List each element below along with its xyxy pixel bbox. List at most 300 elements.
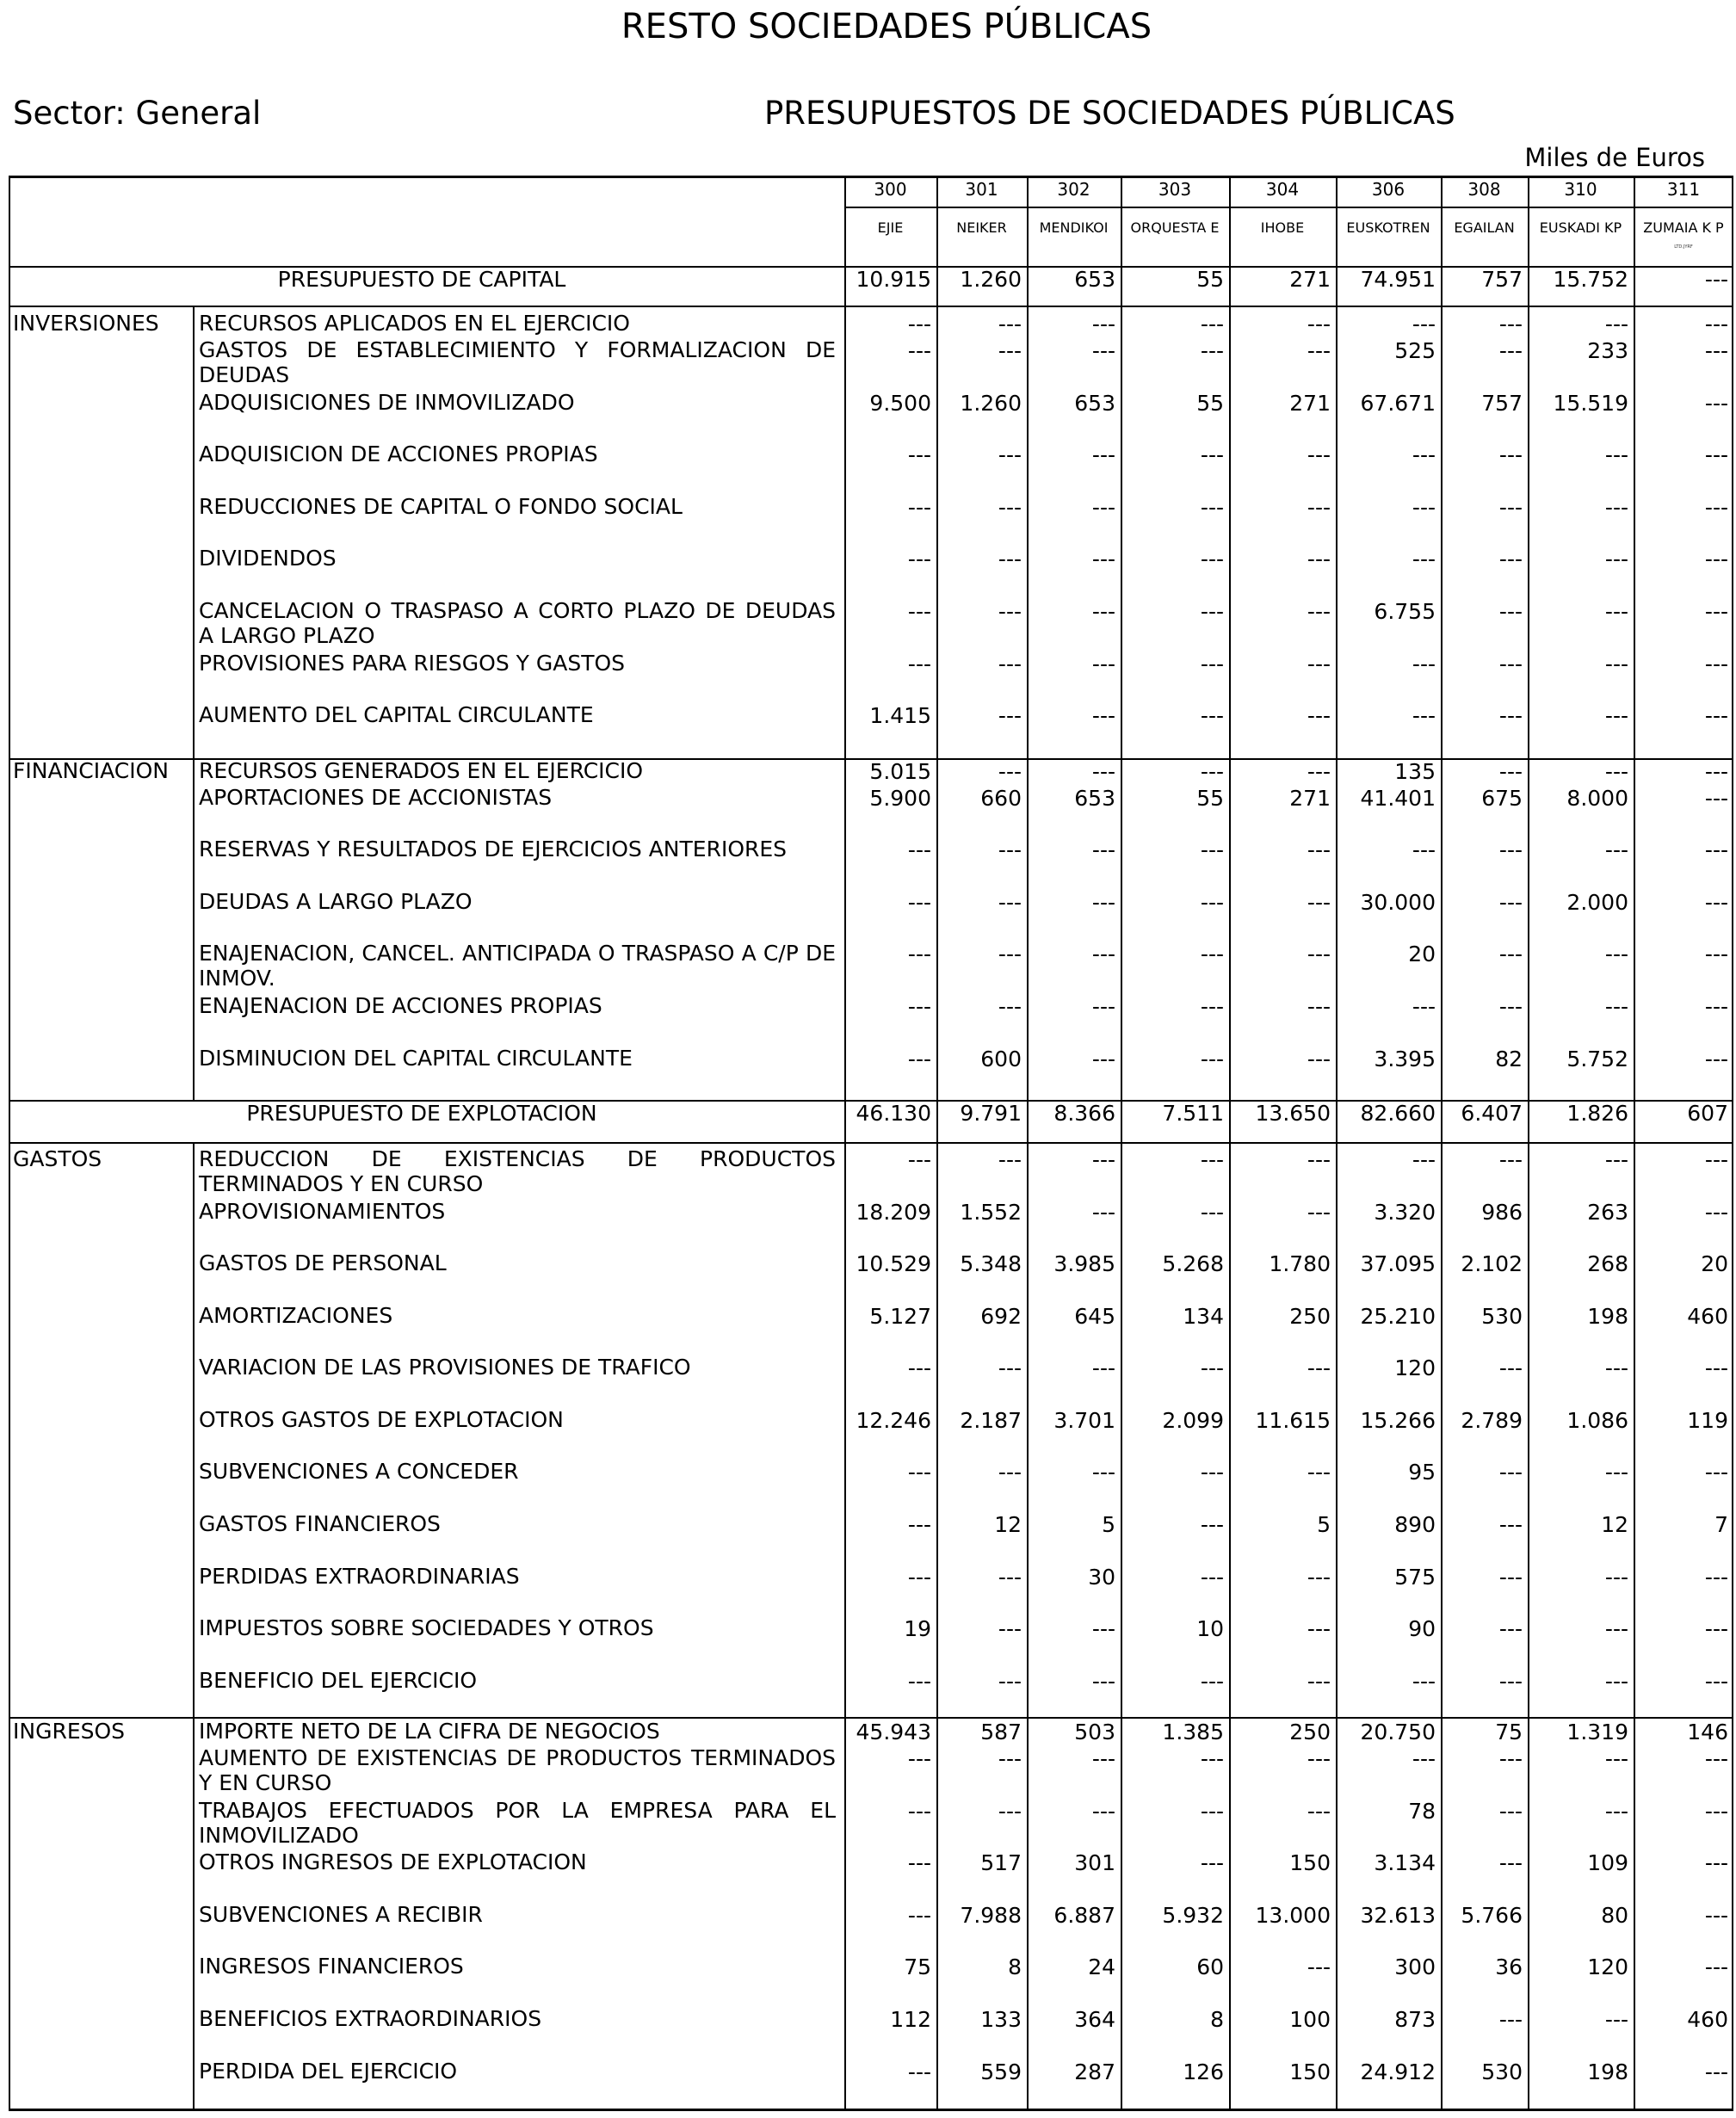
row-value: 9.500 — [869, 391, 931, 416]
row-value: 41.401 — [1360, 786, 1436, 811]
column-code: 310 — [1564, 179, 1597, 200]
row-value: 12.246 — [856, 1408, 931, 1433]
row-value: --- — [1200, 1047, 1224, 1071]
row-value: 2.187 — [960, 1408, 1022, 1433]
row-value: 660 — [980, 786, 1022, 811]
row-value: 1.086 — [1566, 1408, 1628, 1433]
row-value: --- — [1307, 312, 1331, 337]
row-label: GASTOS DE ESTABLECIMIENTO Y FORMALIZACION DE DEUDAS — [199, 337, 836, 387]
row-value: --- — [907, 1746, 931, 1771]
row-label: DEUDAS A LARGO PLAZO — [199, 889, 473, 914]
row-value: --- — [1704, 786, 1728, 811]
row-value: 2.000 — [1566, 890, 1628, 915]
row-value: --- — [1704, 1147, 1728, 1172]
page-title: RESTO SOCIEDADES PÚBLICAS — [621, 7, 1152, 46]
row-value: 559 — [980, 2059, 1022, 2084]
row-value: --- — [1091, 1460, 1115, 1485]
row-value: 109 — [1587, 1850, 1628, 1875]
row-value: 7.988 — [960, 1903, 1022, 1928]
row-value: 300 — [1394, 1954, 1436, 1979]
section-label: FINANCIACION — [13, 758, 169, 783]
row-value: --- — [1091, 1200, 1115, 1225]
row-value: --- — [1704, 1460, 1728, 1485]
row-value: --- — [907, 1850, 931, 1875]
row-value: 20 — [1408, 942, 1436, 966]
row-value: 587 — [980, 1720, 1022, 1744]
row-value: --- — [1704, 1355, 1728, 1380]
row-value: --- — [1704, 759, 1728, 784]
row-value: --- — [907, 994, 931, 1019]
explotacion-total-value: 82.660 — [1360, 1101, 1436, 1126]
row-label: PERDIDA DEL EJERCICIO — [199, 2059, 458, 2084]
row-value: --- — [1604, 1147, 1628, 1172]
row-value: --- — [1498, 1565, 1523, 1590]
row-value: 5.752 — [1566, 1047, 1628, 1071]
row-value: --- — [1498, 2007, 1523, 2032]
grid-rule-h — [9, 306, 1733, 307]
row-value: 82 — [1495, 1047, 1523, 1071]
row-label: ADQUISICIONES DE INMOVILIZADO — [199, 390, 575, 415]
row-value: --- — [1091, 1147, 1115, 1172]
row-value: --- — [998, 599, 1022, 624]
row-value: 5.766 — [1461, 1903, 1523, 1928]
row-value: --- — [907, 599, 931, 624]
row-value: --- — [1307, 651, 1331, 676]
row-label: IMPORTE NETO DE LA CIFRA DE NEGOCIOS — [199, 1719, 660, 1744]
row-value: --- — [1498, 312, 1523, 337]
row-label: CANCELACION O TRASPASO A CORTO PLAZO DE DEUDAS A LARGO PLAZO — [199, 598, 836, 648]
row-value: --- — [907, 651, 931, 676]
row-value: 6.755 — [1374, 599, 1436, 624]
row-value: --- — [1704, 338, 1728, 363]
row-value: 75 — [1495, 1720, 1523, 1744]
row-value: --- — [1704, 1047, 1728, 1071]
row-value: 8.000 — [1566, 786, 1628, 811]
row-value: 503 — [1074, 1720, 1115, 1744]
row-label: VARIACION DE LAS PROVISIONES DE TRAFICO — [199, 1355, 691, 1380]
row-value: --- — [1704, 1200, 1728, 1225]
row-value: 15.519 — [1553, 391, 1628, 416]
row-value: --- — [1412, 1147, 1436, 1172]
row-value: --- — [1307, 1047, 1331, 1071]
row-value: --- — [1200, 890, 1224, 915]
row-value: --- — [1498, 442, 1523, 467]
row-value: 653 — [1074, 786, 1115, 811]
row-value: --- — [1604, 1616, 1628, 1641]
row-value: --- — [1307, 994, 1331, 1019]
row-value: 15.266 — [1360, 1408, 1436, 1433]
row-value: 150 — [1289, 1850, 1331, 1875]
row-value: 12 — [1601, 1512, 1628, 1537]
row-value: 271 — [1289, 391, 1331, 416]
row-value: 150 — [1289, 2059, 1331, 2084]
row-value: --- — [1604, 651, 1628, 676]
row-value: 120 — [1394, 1355, 1436, 1380]
row-label: APORTACIONES DE ACCIONISTAS — [199, 785, 553, 810]
row-value: 134 — [1183, 1304, 1224, 1329]
row-value: 11.615 — [1255, 1408, 1331, 1433]
capital-total-value: --- — [1704, 267, 1728, 292]
row-value: 78 — [1408, 1799, 1436, 1824]
row-value: 460 — [1687, 1304, 1728, 1329]
row-value: --- — [1498, 1616, 1523, 1641]
row-value: 645 — [1074, 1304, 1115, 1329]
row-value: --- — [1704, 391, 1728, 416]
row-value: --- — [1307, 837, 1331, 862]
row-value: --- — [1704, 1954, 1728, 1979]
row-value: 133 — [980, 2007, 1022, 2032]
column-name: NEIKER — [956, 219, 1007, 236]
row-value: --- — [998, 703, 1022, 728]
row-label: RESERVAS Y RESULTADOS DE EJERCICIOS ANTERIORES — [199, 837, 788, 861]
row-label: BENEFICIO DEL EJERCICIO — [199, 1668, 477, 1693]
explotacion-total-value: 9.791 — [960, 1101, 1022, 1126]
row-value: --- — [998, 1799, 1022, 1824]
row-label: ADQUISICION DE ACCIONES PROPIAS — [199, 442, 598, 466]
row-value: 32.613 — [1360, 1903, 1436, 1928]
row-value: --- — [998, 1746, 1022, 1771]
row-value: 3.985 — [1053, 1251, 1115, 1276]
row-value: --- — [1604, 759, 1628, 784]
row-value: --- — [1091, 338, 1115, 363]
row-label: BENEFICIOS EXTRAORDINARIOS — [199, 2006, 542, 2031]
row-value: --- — [1604, 1355, 1628, 1380]
row-value: --- — [998, 1147, 1022, 1172]
row-value: --- — [998, 312, 1022, 337]
column-code: 301 — [965, 179, 998, 200]
row-value: --- — [1498, 942, 1523, 966]
row-value: --- — [907, 1460, 931, 1485]
row-value: 675 — [1481, 786, 1523, 811]
column-code: 303 — [1158, 179, 1192, 200]
row-value: --- — [907, 1512, 931, 1537]
row-value: --- — [1200, 1460, 1224, 1485]
row-value: --- — [1704, 837, 1728, 862]
explotacion-total-value: 46.130 — [856, 1101, 931, 1126]
row-value: 575 — [1394, 1565, 1436, 1590]
row-value: --- — [907, 442, 931, 467]
row-value: --- — [1704, 495, 1728, 520]
row-value: --- — [1704, 942, 1728, 966]
row-label: DISMINUCION DEL CAPITAL CIRCULANTE — [199, 1046, 633, 1071]
row-value: --- — [1704, 442, 1728, 467]
row-value: --- — [998, 651, 1022, 676]
row-value: 530 — [1481, 2059, 1523, 2084]
row-label: ENAJENACION, CANCEL. ANTICIPADA O TRASPASO A C/P DE INMOV. — [199, 941, 836, 991]
column-code: 300 — [874, 179, 907, 200]
row-value: --- — [1307, 599, 1331, 624]
row-value: 80 — [1601, 1903, 1628, 1928]
capital-total-label: PRESUPUESTO DE CAPITAL — [277, 267, 566, 292]
row-value: --- — [1307, 1799, 1331, 1824]
row-value: --- — [1200, 599, 1224, 624]
row-label: APROVISIONAMIENTOS — [199, 1199, 446, 1224]
row-value: 24.912 — [1360, 2059, 1436, 2084]
row-value: --- — [1200, 1669, 1224, 1694]
row-value: --- — [1200, 1512, 1224, 1537]
row-value: 90 — [1408, 1616, 1436, 1641]
row-value: --- — [907, 890, 931, 915]
row-value: --- — [1412, 546, 1436, 571]
grid-rule-h — [9, 1142, 1733, 1144]
row-value: 1.780 — [1269, 1251, 1331, 1276]
row-value: --- — [1704, 1616, 1728, 1641]
row-value: --- — [907, 312, 931, 337]
row-value: 5 — [1102, 1512, 1115, 1537]
row-value: 119 — [1687, 1408, 1728, 1433]
section-label: INGRESOS — [13, 1719, 126, 1744]
row-value: 18.209 — [856, 1200, 931, 1225]
row-label: REDUCCIONES DE CAPITAL O FONDO SOCIAL — [199, 494, 683, 519]
row-value: --- — [1704, 1850, 1728, 1875]
row-value: 263 — [1587, 1200, 1628, 1225]
row-value: --- — [1307, 1565, 1331, 1590]
column-name: ZUMAIA K P — [1643, 219, 1724, 236]
explotacion-total-value: 13.650 — [1255, 1101, 1331, 1126]
explotacion-total-value: 8.366 — [1053, 1101, 1115, 1126]
row-value: --- — [1091, 546, 1115, 571]
row-label: PROVISIONES PARA RIESGOS Y GASTOS — [199, 651, 626, 676]
row-value: 60 — [1196, 1954, 1224, 1979]
column-subnote: LTD.JYRF — [1674, 244, 1693, 250]
row-value: --- — [1091, 703, 1115, 728]
row-value: --- — [1604, 312, 1628, 337]
row-value: --- — [998, 1355, 1022, 1380]
row-value: --- — [1307, 890, 1331, 915]
row-value: 112 — [890, 2007, 931, 2032]
row-value: --- — [1200, 546, 1224, 571]
row-value: --- — [1498, 1850, 1523, 1875]
row-value: --- — [1704, 312, 1728, 337]
row-value: --- — [907, 2059, 931, 2084]
row-value: --- — [1412, 1669, 1436, 1694]
row-value: 5.932 — [1162, 1903, 1224, 1928]
row-value: 55 — [1196, 391, 1224, 416]
row-value: --- — [1307, 1954, 1331, 1979]
row-value: --- — [1091, 1799, 1115, 1824]
row-value: --- — [1091, 994, 1115, 1019]
column-name: MENDIKOI — [1039, 219, 1109, 236]
row-value: --- — [998, 495, 1022, 520]
row-value: --- — [1498, 1746, 1523, 1771]
column-name: IHOBE — [1260, 219, 1305, 236]
row-value: --- — [1604, 2007, 1628, 2032]
row-value: --- — [1498, 651, 1523, 676]
row-value: 1.319 — [1566, 1720, 1628, 1744]
row-value: 653 — [1074, 391, 1115, 416]
row-value: 757 — [1481, 391, 1523, 416]
row-value: --- — [1704, 890, 1728, 915]
row-value: --- — [1704, 1565, 1728, 1590]
row-value: 5.268 — [1162, 1251, 1224, 1276]
row-value: 25.210 — [1360, 1304, 1436, 1329]
row-value: --- — [1200, 703, 1224, 728]
row-value: --- — [1307, 1746, 1331, 1771]
row-value: --- — [1307, 1200, 1331, 1225]
row-value: --- — [1604, 837, 1628, 862]
row-value: --- — [1498, 495, 1523, 520]
capital-total-value: 271 — [1289, 267, 1331, 292]
row-label: OTROS INGRESOS DE EXPLOTACION — [199, 1849, 587, 1874]
row-value: 287 — [1074, 2059, 1115, 2084]
column-name: EJIE — [877, 219, 904, 236]
row-value: 517 — [980, 1850, 1022, 1875]
grid-rule-v — [193, 1142, 195, 2111]
row-label: SUBVENCIONES A RECIBIR — [199, 1902, 483, 1927]
column-code: 306 — [1371, 179, 1405, 200]
row-value: --- — [1604, 495, 1628, 520]
row-label: IMPUESTOS SOBRE SOCIEDADES Y OTROS — [199, 1615, 654, 1640]
row-value: --- — [1704, 651, 1728, 676]
row-value: 301 — [1074, 1850, 1115, 1875]
row-value: 5.015 — [869, 759, 931, 784]
row-value: --- — [907, 837, 931, 862]
row-value: --- — [1498, 703, 1523, 728]
row-value: --- — [1307, 1355, 1331, 1380]
row-value: --- — [1200, 442, 1224, 467]
row-value: 30.000 — [1360, 890, 1436, 915]
row-value: --- — [1498, 1669, 1523, 1694]
row-value: --- — [1091, 312, 1115, 337]
row-value: --- — [1704, 2059, 1728, 2084]
row-value: --- — [1091, 1669, 1115, 1694]
row-value: --- — [1498, 599, 1523, 624]
row-value: --- — [907, 1799, 931, 1824]
row-value: --- — [1604, 1746, 1628, 1771]
row-value: --- — [998, 338, 1022, 363]
row-value: --- — [1307, 546, 1331, 571]
row-value: --- — [1498, 994, 1523, 1019]
row-value: 600 — [980, 1047, 1022, 1071]
row-label: DIVIDENDOS — [199, 546, 337, 571]
row-value: --- — [907, 1355, 931, 1380]
row-value: 460 — [1687, 2007, 1728, 2032]
row-value: --- — [1091, 599, 1115, 624]
row-value: 8 — [1210, 2007, 1224, 2032]
row-value: 5.900 — [869, 786, 931, 811]
column-code: 304 — [1265, 179, 1300, 200]
row-value: 2.102 — [1461, 1251, 1523, 1276]
column-name: ORQUESTA E — [1130, 219, 1220, 236]
row-label: GASTOS DE PERSONAL — [199, 1250, 447, 1275]
row-label: AUMENTO DE EXISTENCIAS DE PRODUCTOS TERMINADOS Y EN CURSO — [199, 1745, 836, 1795]
row-value: 364 — [1074, 2007, 1115, 2032]
row-value: --- — [1200, 1355, 1224, 1380]
row-value: --- — [907, 1565, 931, 1590]
row-value: 10 — [1196, 1616, 1224, 1641]
row-value: 95 — [1408, 1460, 1436, 1485]
row-value: --- — [998, 546, 1022, 571]
column-name: EUSKOTREN — [1346, 219, 1430, 236]
row-value: 37.095 — [1360, 1251, 1436, 1276]
row-value: 1.260 — [960, 391, 1022, 416]
row-value: --- — [1604, 1669, 1628, 1694]
row-value: 45.943 — [856, 1720, 931, 1744]
row-value: --- — [1498, 837, 1523, 862]
sector-label: Sector: General — [13, 95, 262, 132]
row-value: 5.127 — [869, 1304, 931, 1329]
row-value: 7 — [1714, 1512, 1728, 1537]
row-value: --- — [1307, 1616, 1331, 1641]
row-value: 20 — [1701, 1251, 1728, 1276]
row-label: AMORTIZACIONES — [199, 1303, 393, 1328]
row-value: 126 — [1183, 2059, 1224, 2084]
row-label: RECURSOS APLICADOS EN EL EJERCICIO — [199, 311, 630, 336]
capital-total-value: 74.951 — [1360, 267, 1436, 292]
row-value: --- — [1498, 1799, 1523, 1824]
row-value: --- — [1498, 1460, 1523, 1485]
row-label: GASTOS FINANCIEROS — [199, 1511, 441, 1536]
row-value: 1.415 — [869, 703, 931, 728]
row-value: --- — [1604, 1565, 1628, 1590]
row-value: --- — [1604, 703, 1628, 728]
row-value: --- — [1704, 1903, 1728, 1928]
row-value: --- — [1412, 703, 1436, 728]
units-label: Miles de Euros — [1524, 143, 1705, 172]
column-name: EGAILAN — [1454, 219, 1515, 236]
row-value: 250 — [1289, 1720, 1331, 1744]
row-value: --- — [1091, 890, 1115, 915]
row-value: --- — [1498, 759, 1523, 784]
row-label: OTROS GASTOS DE EXPLOTACION — [199, 1407, 564, 1432]
row-value: 525 — [1394, 338, 1436, 363]
row-value: 692 — [980, 1304, 1022, 1329]
row-value: 2.789 — [1461, 1408, 1523, 1433]
row-value: --- — [998, 1616, 1022, 1641]
grid-rule-v — [193, 306, 195, 1100]
row-label: SUBVENCIONES A CONCEDER — [199, 1459, 519, 1484]
section-label: GASTOS — [13, 1146, 102, 1171]
row-value: --- — [1200, 837, 1224, 862]
row-value: --- — [907, 495, 931, 520]
row-value: 250 — [1289, 1304, 1331, 1329]
row-value: --- — [1091, 651, 1115, 676]
row-value: --- — [1412, 837, 1436, 862]
row-value: 5 — [1317, 1512, 1331, 1537]
row-value: 24 — [1088, 1954, 1115, 1979]
capital-total-value: 15.752 — [1553, 267, 1628, 292]
row-value: --- — [907, 546, 931, 571]
row-value: --- — [1604, 994, 1628, 1019]
row-value: --- — [1200, 1200, 1224, 1225]
row-value: --- — [907, 942, 931, 966]
row-value: --- — [1200, 1850, 1224, 1875]
row-value: --- — [1091, 942, 1115, 966]
row-value: 100 — [1289, 2007, 1331, 2032]
section-label: INVERSIONES — [13, 311, 159, 336]
row-value: --- — [998, 837, 1022, 862]
row-value: 36 — [1495, 1954, 1523, 1979]
row-value: --- — [1200, 495, 1224, 520]
column-name: EUSKADI KP — [1539, 219, 1622, 236]
row-value: 873 — [1394, 2007, 1436, 2032]
row-value: 271 — [1289, 786, 1331, 811]
row-value: --- — [1604, 442, 1628, 467]
row-value: --- — [1412, 1746, 1436, 1771]
row-value: --- — [1200, 1799, 1224, 1824]
row-value: --- — [1200, 994, 1224, 1019]
row-label: REDUCCION DE EXISTENCIAS DE PRODUCTOS TERMINADOS Y EN CURSO — [199, 1146, 836, 1196]
column-code: 311 — [1666, 179, 1701, 200]
row-value: --- — [1412, 994, 1436, 1019]
row-value: --- — [1200, 651, 1224, 676]
row-value: --- — [1498, 1355, 1523, 1380]
row-value: --- — [1200, 942, 1224, 966]
row-value: --- — [1200, 1565, 1224, 1590]
row-value: 75 — [904, 1954, 931, 1979]
row-value: --- — [1704, 994, 1728, 1019]
row-value: 20.750 — [1360, 1720, 1436, 1744]
